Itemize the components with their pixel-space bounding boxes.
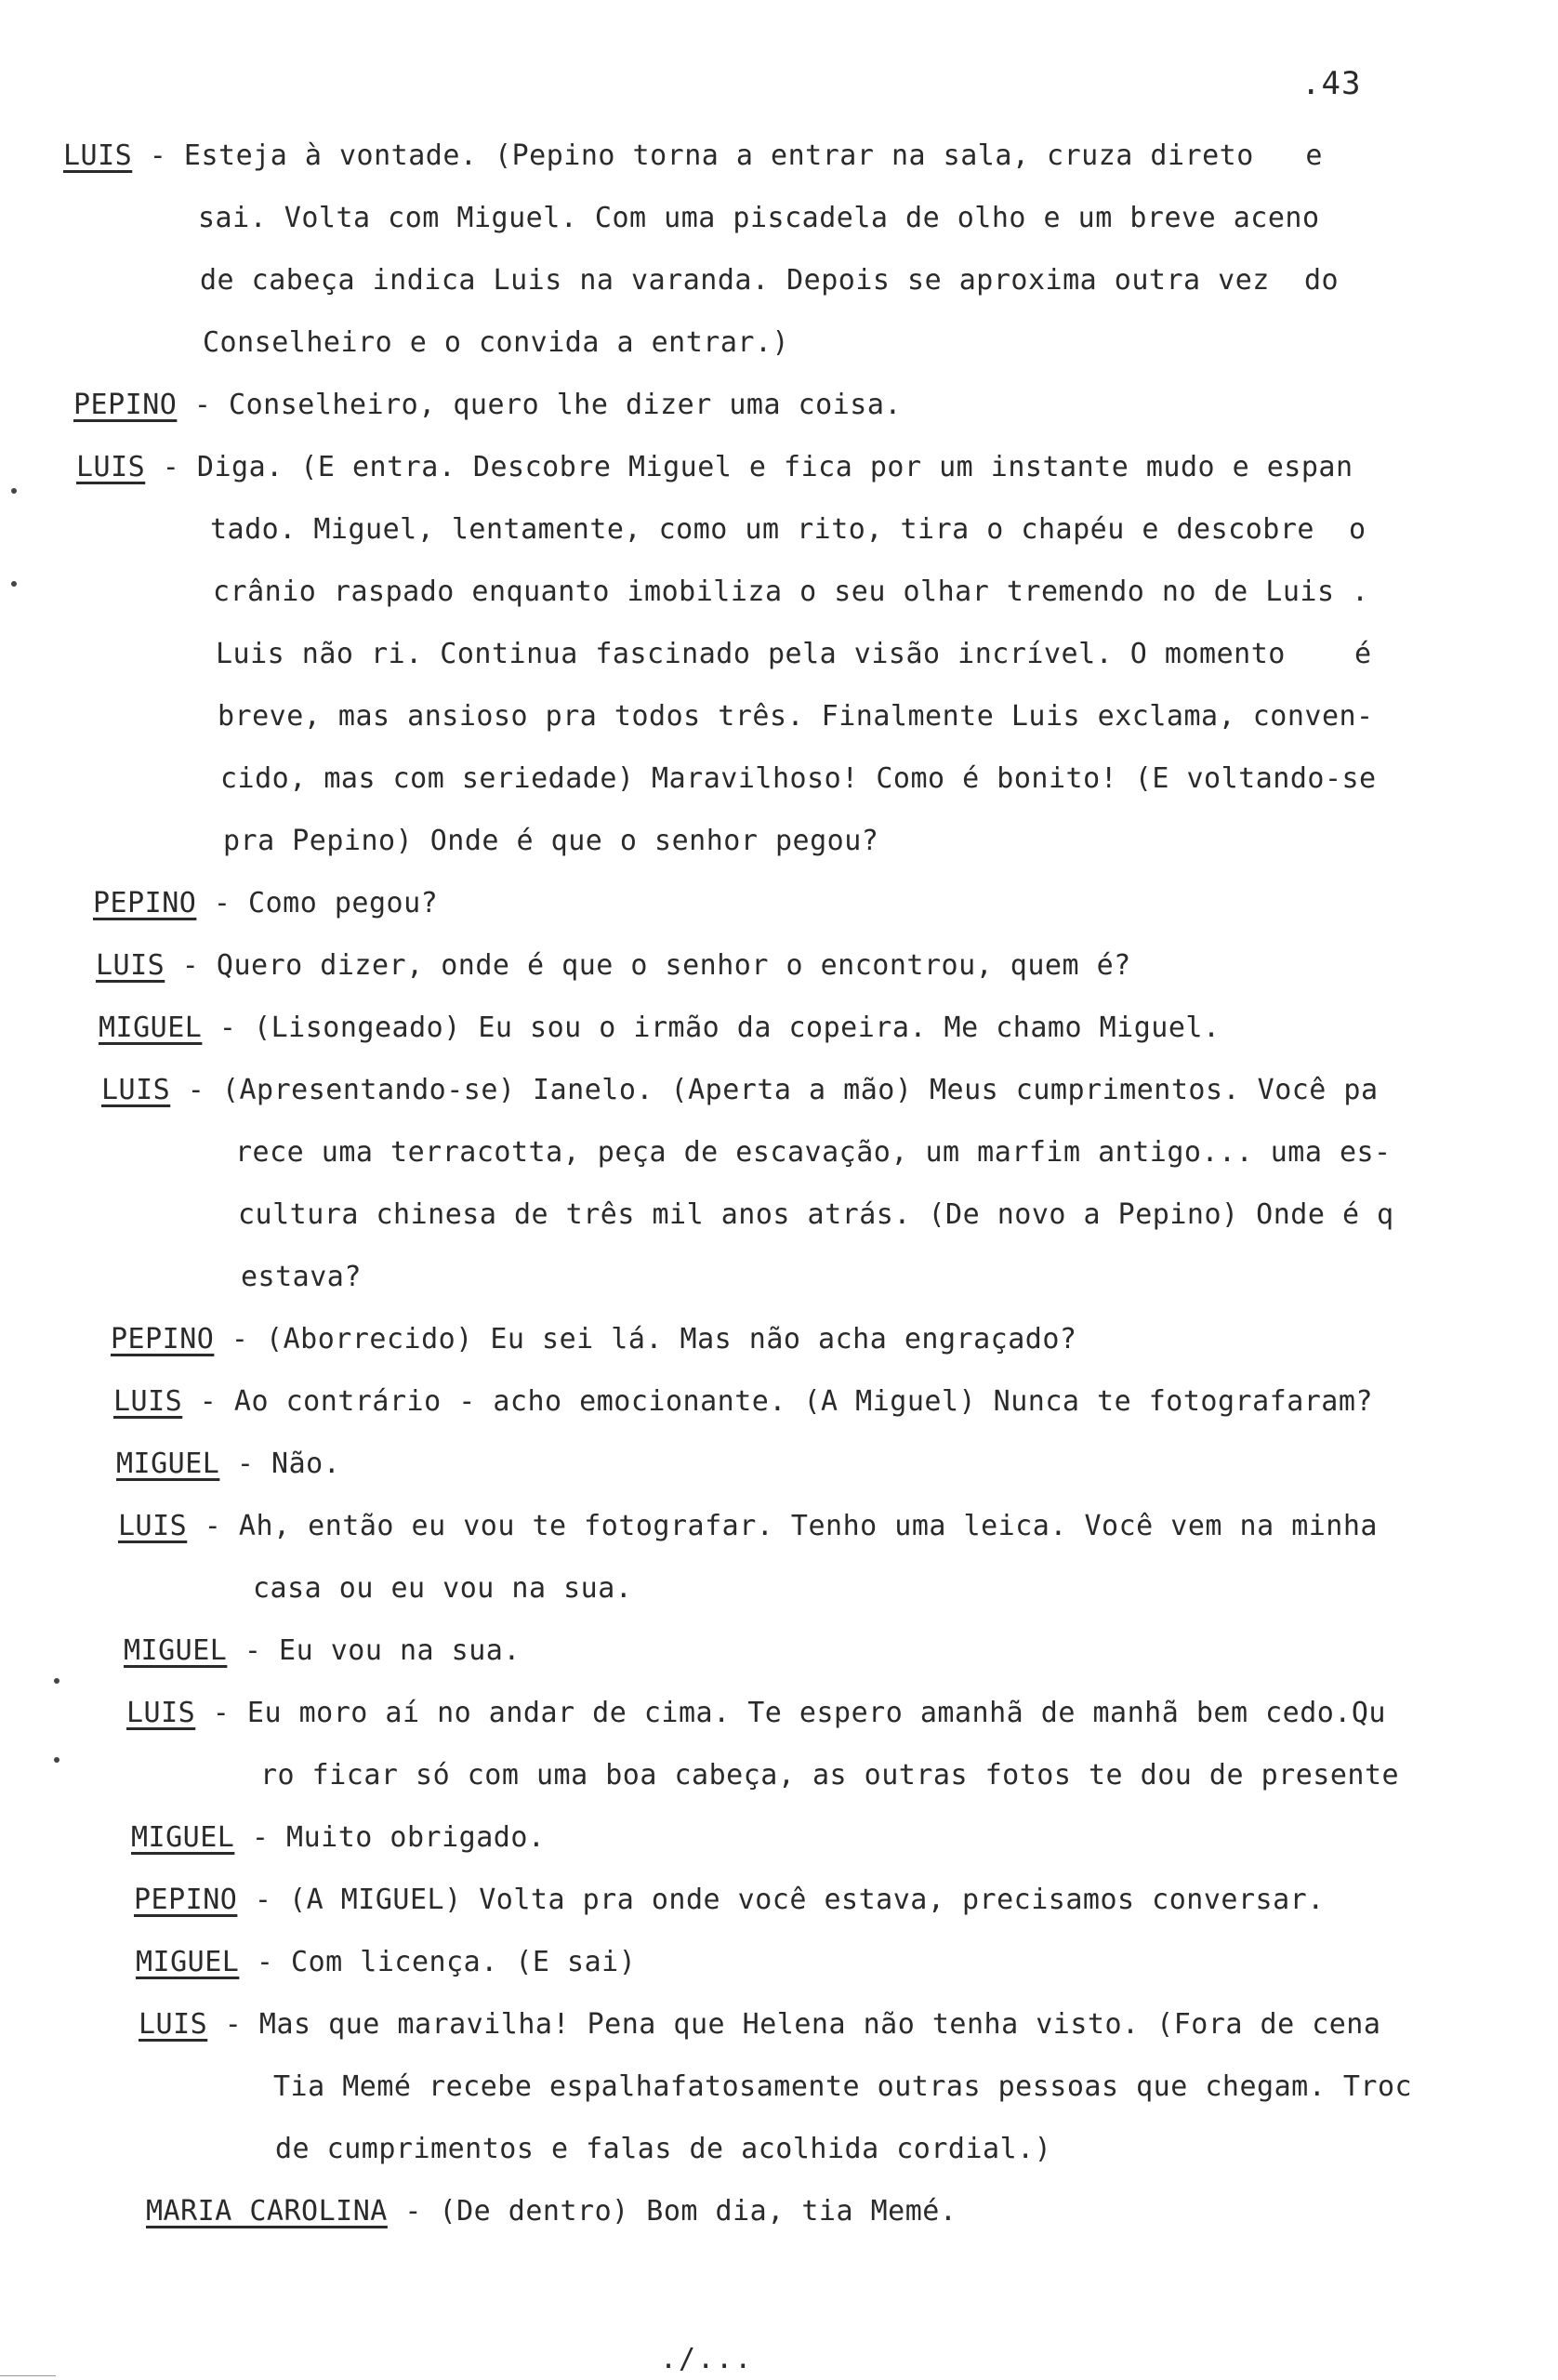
continuation-text: tado. Miguel, lentamente, como um rito, tira o chapéu e descobre o <box>210 513 1367 546</box>
script-line <box>0 1198 1558 1261</box>
script-line <box>0 1821 1558 1884</box>
dialogue-text: - Eu vou na sua. <box>227 1634 521 1667</box>
dialogue-text: - (A MIGUEL) Volta pra onde você estava, precisamos conversar. <box>237 1884 1325 1916</box>
script-line <box>0 1510 1558 1572</box>
continuation-text: ro ficar só com uma boa cabeça, as outras fotos te dou de presente <box>260 1759 1400 1792</box>
speaker-name: PEPINO <box>73 389 178 421</box>
speaker-name: LUIS <box>113 1385 183 1418</box>
script-line <box>0 389 1558 451</box>
speaker-name: LUIS <box>76 451 146 483</box>
script-line <box>0 1634 1558 1697</box>
script-line <box>0 825 1558 887</box>
continuation-text: Conselheiro e o convida a entrar.) <box>203 326 790 359</box>
script-line <box>0 1697 1558 1759</box>
speaker-name: PEPINO <box>134 1884 238 1916</box>
continuation-text: de cumprimentos e falas de acolhida cordial.) <box>275 2133 1052 2165</box>
continuation-text: rece uma terracotta, peça de escavação, um marfim antigo... uma es- <box>235 1136 1392 1169</box>
script-line <box>0 1261 1558 1323</box>
script-line <box>0 202 1558 264</box>
dialogue-text: - (Apresentando-se) Ianelo. (Aperta a mão) Meus cumprimentos. Você pa <box>170 1074 1379 1106</box>
page-number: .43 <box>1301 65 1362 102</box>
script-line <box>0 2070 1558 2133</box>
speaker-name: MIGUEL <box>99 1012 203 1044</box>
speaker-name: LUIS <box>139 2008 208 2041</box>
script-line <box>0 513 1558 575</box>
script-line <box>0 1884 1558 1946</box>
dialogue-text: - Com licença. (E sai) <box>239 1946 637 1978</box>
continuation-text: cultura chinesa de três mil anos atrás. (De novo a Pepino) Onde é q <box>238 1198 1394 1231</box>
dialogue-text: - Eu moro aí no andar de cima. Te espero amanhã de manhã bem cedo.Qu <box>195 1697 1386 1729</box>
script-line <box>0 2195 1558 2257</box>
speaker-name: LUIS <box>118 1510 188 1542</box>
script-line <box>0 451 1558 513</box>
script-line <box>0 1323 1558 1385</box>
page-footer: ./... <box>660 2343 754 2375</box>
dialogue-text: - Ah, então eu vou te fotografar. Tenho uma leica. Você vem na minha <box>187 1510 1378 1542</box>
script-line <box>0 887 1558 949</box>
script-line <box>0 762 1558 825</box>
dialogue-text: - Quero dizer, onde é que o senhor o encontrou, quem é? <box>165 949 1131 982</box>
script-line <box>0 1074 1558 1136</box>
script-line <box>0 264 1558 326</box>
dialogue-text: - Ao contrário - acho emocionante. (A Miguel) Nunca te fotografaram? <box>182 1385 1373 1418</box>
speaker-name: MIGUEL <box>116 1448 220 1480</box>
continuation-text: Luis não ri. Continua fascinado pela visão incrível. O momento é <box>216 638 1372 670</box>
script-line <box>0 1385 1558 1448</box>
speaker-name: LUIS <box>126 1697 196 1729</box>
margin-dot <box>11 581 17 587</box>
dialogue-text: - Não. <box>219 1448 341 1480</box>
speaker-name: MIGUEL <box>136 1946 240 1978</box>
continuation-text: pra Pepino) Onde é que o senhor pegou? <box>223 825 879 857</box>
continuation-text: casa ou eu vou na sua. <box>253 1572 633 1605</box>
speaker-name: LUIS <box>101 1074 171 1106</box>
continuation-text: breve, mas ansioso pra todos três. Finalmente Luis exclama, conven- <box>218 700 1374 733</box>
continuation-text: crânio raspado enquanto imobiliza o seu olhar tremendo no de Luis . <box>213 575 1369 608</box>
script-line <box>0 1012 1558 1074</box>
continuation-text: Tia Memé recebe espalhafatosamente outras pessoas que chegam. Troc <box>273 2070 1413 2103</box>
dialogue-text: - Como pegou? <box>196 887 439 919</box>
dialogue-text: - (Aborrecido) Eu sei lá. Mas não acha engraçado? <box>214 1323 1077 1355</box>
script-line <box>0 575 1558 638</box>
speaker-name: LUIS <box>63 139 133 172</box>
edge-line <box>0 2375 56 2376</box>
script-line <box>0 949 1558 1012</box>
dialogue-text: - Mas que maravilha! Pena que Helena não tenha visto. (Fora de cena <box>207 2008 1381 2041</box>
script-line <box>0 326 1558 389</box>
dialogue-text: - Esteja à vontade. (Pepino torna a entrar na sala, cruza direto e <box>132 139 1323 172</box>
continuation-text: sai. Volta com Miguel. Com uma piscadela de olho e um breve aceno <box>198 202 1320 234</box>
script-line <box>0 139 1558 202</box>
script-line <box>0 700 1558 762</box>
speaker-name: PEPINO <box>111 1323 215 1355</box>
margin-dot <box>54 1678 59 1684</box>
dialogue-text: - (Lisongeado) Eu sou o irmão da copeira. Me chamo Miguel. <box>202 1012 1221 1044</box>
dialogue-text: - Muito obrigado. <box>234 1821 546 1854</box>
dialogue-text: - (De dentro) Bom dia, tia Memé. <box>387 2195 957 2228</box>
continuation-text: cido, mas com seriedade) Maravilhoso! Como é bonito! (E voltando-se <box>220 762 1377 795</box>
script-line <box>0 1759 1558 1821</box>
speaker-name: MIGUEL <box>124 1634 228 1667</box>
margin-dot <box>54 1757 59 1763</box>
script-line <box>0 2133 1558 2195</box>
margin-dot <box>11 488 17 494</box>
speaker-name: MARIA CAROLINA <box>146 2195 388 2228</box>
script-line <box>0 1448 1558 1510</box>
script-line <box>0 1946 1558 2008</box>
script-body <box>0 139 1558 2257</box>
continuation-text: de cabeça indica Luis na varanda. Depois se aproxima outra vez do <box>200 264 1340 297</box>
continuation-text: estava? <box>241 1261 362 1293</box>
dialogue-text: - Diga. (E entra. Descobre Miguel e fica por um instante mudo e espan <box>145 451 1353 483</box>
script-line <box>0 1572 1558 1634</box>
script-line <box>0 2008 1558 2070</box>
speaker-name: PEPINO <box>93 887 197 919</box>
speaker-name: LUIS <box>96 949 165 982</box>
speaker-name: MIGUEL <box>131 1821 235 1854</box>
script-line <box>0 1136 1558 1198</box>
dialogue-text: - Conselheiro, quero lhe dizer uma coisa. <box>177 389 902 421</box>
script-line <box>0 638 1558 700</box>
